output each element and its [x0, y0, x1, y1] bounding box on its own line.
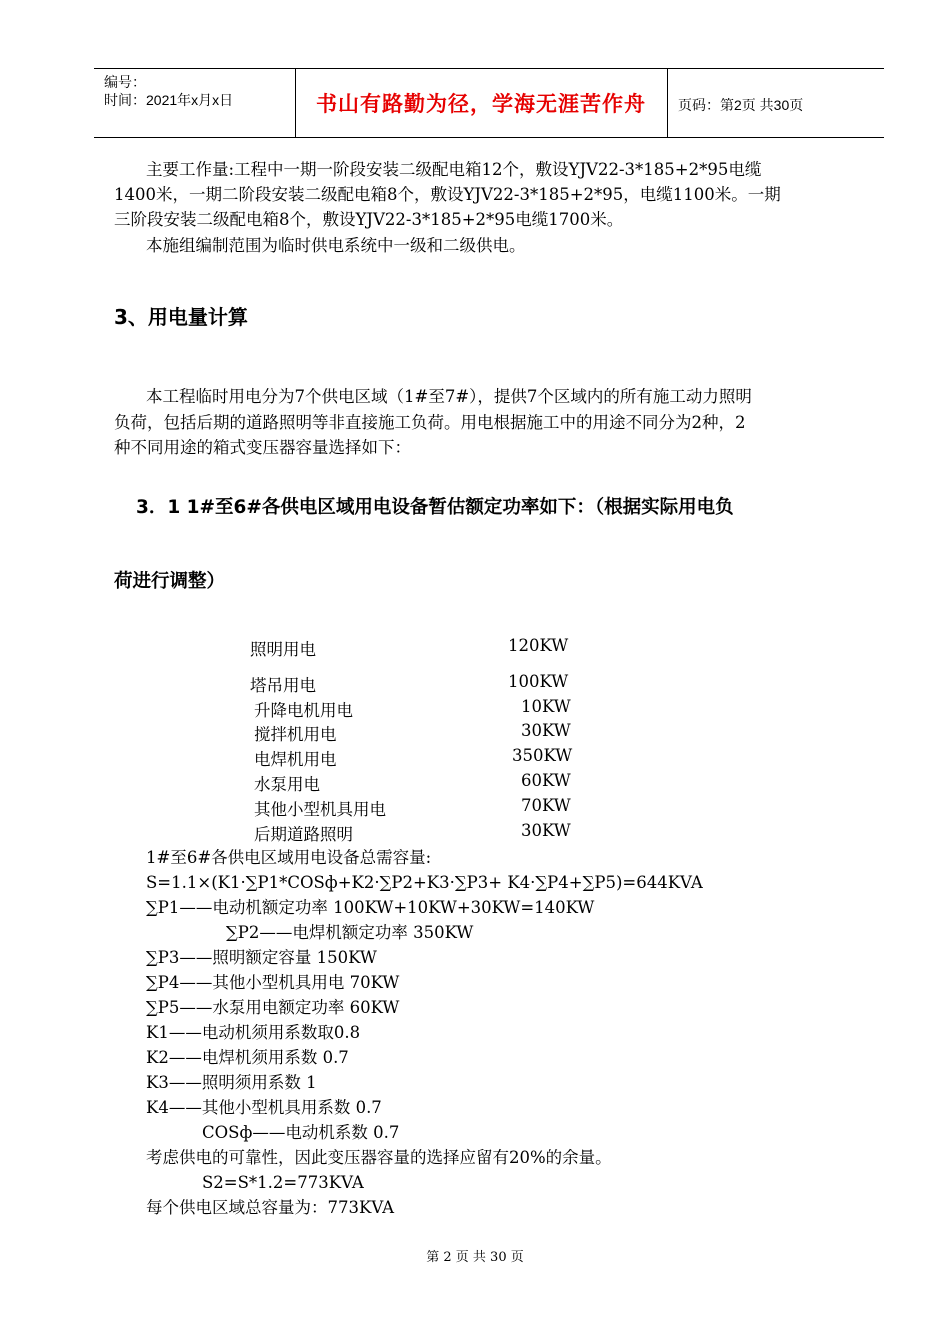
- header-motto: 书山有路勤为径，学海无涯苦作舟: [316, 92, 646, 116]
- page-footer: 第 2 页 共 30 页: [426, 1250, 524, 1265]
- equipment-power: 60KW: [521, 771, 571, 790]
- calc-line: K3——照明须用系数 1: [146, 1073, 317, 1092]
- equipment-name: 电焊机用电: [254, 750, 337, 769]
- equipment-name: 照明用电: [250, 640, 316, 659]
- intro-line: 三阶段安装二级配电箱8个，敷设YJV22-3*185+2*95电缆1700米。: [114, 210, 624, 229]
- calc-line: K4——其他小型机具用系数 0.7: [146, 1098, 382, 1117]
- calc-line: 每个供电区域总容量为：773KVA: [146, 1198, 395, 1217]
- subsection-heading: 3．1 1#至6#各供电区域用电设备暂估额定功率如下：（根据实际用电负: [136, 497, 734, 518]
- equipment-name: 塔吊用电: [250, 676, 316, 695]
- equipment-name: 其他小型机具用电: [254, 800, 386, 819]
- intro-line: 主要工作量:工程中一期一阶段安装二级配电箱12个，敷设YJV22-3*185+2*95电缆: [146, 160, 762, 179]
- calc-line: ∑P1——电动机额定功率 100KW+10KW+30KW=140KW: [146, 898, 595, 917]
- calc-line: S=1.1×(K1·∑P1*COSф+K2·∑P2+K3·∑P3+ K4·∑P4+∑P5)=644KVA: [146, 873, 703, 892]
- equipment-power: 70KW: [521, 796, 571, 815]
- section-paragraph-line: 负荷，包括后期的道路照明等非直接施工负荷。用电根据施工中的用途不同分为2种，2: [114, 413, 746, 432]
- calc-line: 1#至6#各供电区域用电设备总需容量:: [146, 848, 432, 867]
- section-heading: 3、用电量计算: [114, 305, 248, 329]
- equipment-power: 30KW: [521, 821, 571, 840]
- calc-line: S2=S*1.2=773KVA: [202, 1173, 364, 1192]
- equipment-power: 350KW: [512, 746, 573, 765]
- header-divider: [667, 69, 668, 137]
- page-header: [94, 68, 884, 138]
- calc-line: ∑P2——电焊机额定功率 350KW: [226, 923, 474, 942]
- section-paragraph-line: 本工程临时用电分为7个供电区域（1#至7#），提供7个区域内的所有施工动力照明: [146, 387, 752, 406]
- header-number: 编号：: [104, 74, 146, 90]
- header-meta: [104, 73, 233, 109]
- calc-line: K2——电焊机须用系数 0.7: [146, 1048, 349, 1067]
- calc-line: 考虑供电的可靠性，因此变压器容量的选择应留有20%的余量。: [146, 1148, 612, 1167]
- equipment-power: 30KW: [521, 721, 571, 740]
- equipment-name: 搅拌机用电: [254, 725, 337, 744]
- equipment-name: 水泵用电: [254, 775, 320, 794]
- equipment-name: 升降电机用电: [254, 701, 353, 720]
- calc-line: ∑P4——其他小型机具用电 70KW: [146, 973, 400, 992]
- calc-line: K1——电动机须用系数取0.8: [146, 1023, 361, 1042]
- calc-line: ∑P5——水泵用电额定功率 60KW: [146, 998, 400, 1017]
- calc-line: COSф——电动机系数 0.7: [202, 1123, 400, 1142]
- equipment-power: 120KW: [508, 636, 569, 655]
- equipment-power: 100KW: [508, 672, 569, 691]
- header-page-info: 页码：第2页 共30页: [678, 97, 804, 113]
- intro-line: 1400米，一期二阶段安装二级配电箱8个，敷设YJV22-3*185+2*95，电缆1100米。一期: [114, 185, 781, 204]
- calc-line: ∑P3——照明额定容量 150KW: [146, 948, 377, 967]
- header-time: 时间：2021年x月x日: [104, 92, 234, 108]
- section-paragraph-line: 种不同用途的箱式变压器容量选择如下：: [114, 438, 411, 457]
- intro-line: 本施组编制范围为临时供电系统中一级和二级供电。: [146, 236, 526, 255]
- equipment-power: 10KW: [521, 697, 571, 716]
- equipment-name: 后期道路照明: [254, 825, 353, 844]
- subsection-heading-cont: 荷进行调整）: [114, 571, 226, 592]
